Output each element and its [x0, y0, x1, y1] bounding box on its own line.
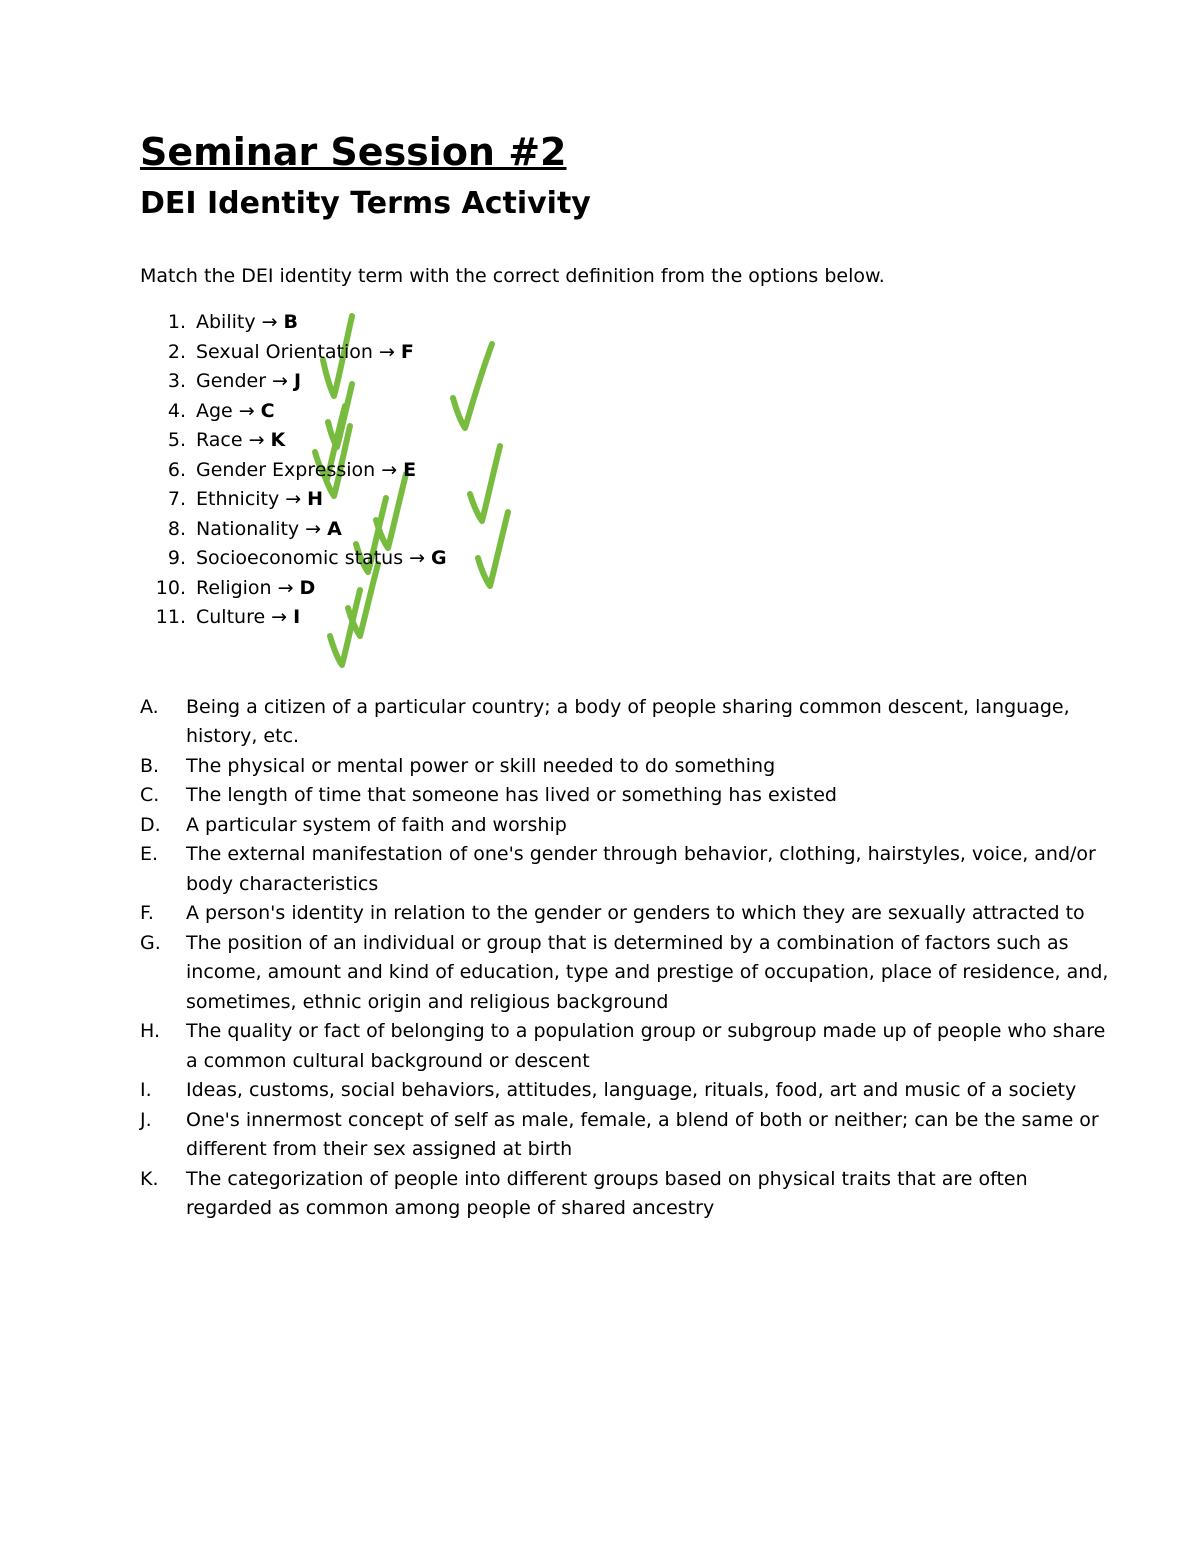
list-item-term: Age: [196, 399, 233, 422]
definition-letter: I.: [140, 1079, 152, 1102]
definition-letter: A.: [140, 695, 159, 718]
definition-letter: E.: [140, 843, 159, 866]
list-item-term: Gender: [196, 370, 267, 393]
list-item-term: Race: [196, 429, 243, 452]
definition-letter: B.: [140, 754, 160, 777]
list-item-term: Religion: [196, 576, 272, 599]
page-subtitle: DEI Identity Terms Activity: [140, 185, 591, 221]
list-item-number: 7.: [167, 488, 186, 511]
definition-text: The external manifestation of one's gender through behavior, clothing, hairstyles, voice, and/or body characteristics: [186, 843, 1096, 895]
list-item-number: 4.: [167, 399, 186, 422]
definition-letter: G.: [140, 931, 161, 954]
definition-text: The length of time that someone has lived or something has existed: [186, 784, 837, 807]
list-item-number: 5.: [167, 429, 186, 452]
list-item: [140, 811, 1130, 841]
list-item: [140, 426, 1130, 456]
instructions-text: Match the DEI identity term with the correct definition from the options below.: [140, 264, 885, 287]
definition-letter: D.: [140, 813, 161, 836]
list-item: [140, 1017, 1130, 1076]
arrow-icon: →: [381, 458, 398, 481]
list-item: [140, 308, 1130, 338]
list-item: [140, 752, 1130, 782]
definition-letter: C.: [140, 784, 160, 807]
list-item-number: 10.: [155, 576, 186, 599]
list-item: [140, 1165, 1130, 1224]
list-item: [140, 840, 1130, 899]
definition-text: One's innermost concept of self as male, female, a blend of both or neither; can be the same or different from their sex assigned at birth: [186, 1108, 1099, 1161]
list-item-answer: B: [283, 311, 298, 334]
list-item-answer: K: [270, 429, 286, 452]
definitions-list: [140, 693, 1130, 1224]
arrow-icon: →: [238, 399, 255, 422]
arrow-icon: →: [272, 370, 288, 393]
definition-text: The quality or fact of belonging to a population group or subgroup made up of people who share a common cultural background or descent: [186, 1020, 1106, 1072]
list-item: [140, 574, 1130, 604]
list-item-number: 9.: [167, 547, 186, 570]
list-item-term: Gender Expression: [196, 458, 376, 481]
list-item-number: 1.: [167, 311, 186, 334]
list-item-term: Nationality: [196, 517, 300, 540]
list-item: [140, 367, 1130, 397]
matching-list: [140, 308, 1130, 633]
list-item: [140, 781, 1130, 811]
list-item-answer: E: [403, 458, 417, 481]
definition-text: The position of an individual or group that is determined by a combination of factors such as income, amount and kind of education, type and prestige of occupation, place of residence, and, sometimes, ethnic origin and religious background: [186, 931, 1109, 1013]
list-item-term: Ethnicity: [196, 488, 280, 511]
definition-letter: K.: [140, 1167, 159, 1190]
document-content: [140, 130, 1130, 1224]
list-item: [140, 397, 1130, 427]
list-item-answer: A: [327, 517, 342, 540]
arrow-icon: →: [305, 517, 322, 540]
list-item: [140, 1076, 1130, 1106]
arrow-icon: →: [271, 606, 288, 629]
definition-text: Ideas, customs, social behaviors, attitudes, language, rituals, food, art and music of a society: [186, 1079, 1077, 1102]
list-item: [140, 929, 1130, 1018]
list-item-term: Ability: [196, 311, 256, 334]
list-item-number: 2.: [167, 340, 186, 363]
arrow-icon: →: [378, 340, 395, 363]
arrow-icon: →: [285, 488, 302, 511]
arrow-icon: →: [248, 429, 265, 452]
list-item: [140, 603, 1130, 633]
list-item: [140, 1106, 1130, 1165]
list-item: [140, 456, 1130, 486]
list-item-term: Culture: [196, 606, 266, 629]
list-item: [140, 485, 1130, 515]
page-title: Seminar Session #2: [140, 130, 567, 174]
list-item: [140, 338, 1130, 368]
arrow-icon: →: [261, 311, 278, 334]
list-item-number: 3.: [167, 370, 186, 393]
list-item-answer: C: [260, 399, 275, 422]
definition-text: The categorization of people into different groups based on physical traits that are often regarded as common among people of shared ancestry: [186, 1167, 1028, 1220]
list-item-answer: H: [307, 488, 324, 511]
list-item-term: Socioeconomic status: [196, 547, 404, 570]
arrow-icon: →: [409, 547, 426, 570]
definition-letter: J.: [140, 1108, 152, 1131]
definition-text: Being a citizen of a particular country; a body of people sharing common descent, language, history, etc.: [186, 695, 1070, 748]
list-item: [140, 515, 1130, 545]
list-item: [140, 544, 1130, 574]
arrow-icon: →: [277, 576, 294, 599]
definition-letter: F.: [140, 902, 154, 925]
list-item-answer: I: [293, 606, 301, 629]
list-item-number: 8.: [167, 517, 186, 540]
definition-text: The physical or mental power or skill needed to do something: [186, 754, 776, 777]
list-item-answer: J: [293, 370, 302, 393]
definition-letter: H.: [140, 1020, 160, 1043]
list-item-number: 11.: [155, 606, 186, 629]
list-item: [140, 693, 1130, 752]
list-item-answer: D: [299, 576, 316, 599]
list-item-term: Sexual Orientation: [196, 340, 373, 363]
list-item-answer: F: [400, 340, 414, 363]
definition-text: A person's identity in relation to the gender or genders to which they are sexually attracted to: [186, 902, 1085, 925]
definition-text: A particular system of faith and worship: [186, 813, 567, 836]
list-item-answer: G: [431, 547, 447, 570]
list-item: [140, 899, 1130, 929]
list-item-number: 6.: [167, 458, 186, 481]
